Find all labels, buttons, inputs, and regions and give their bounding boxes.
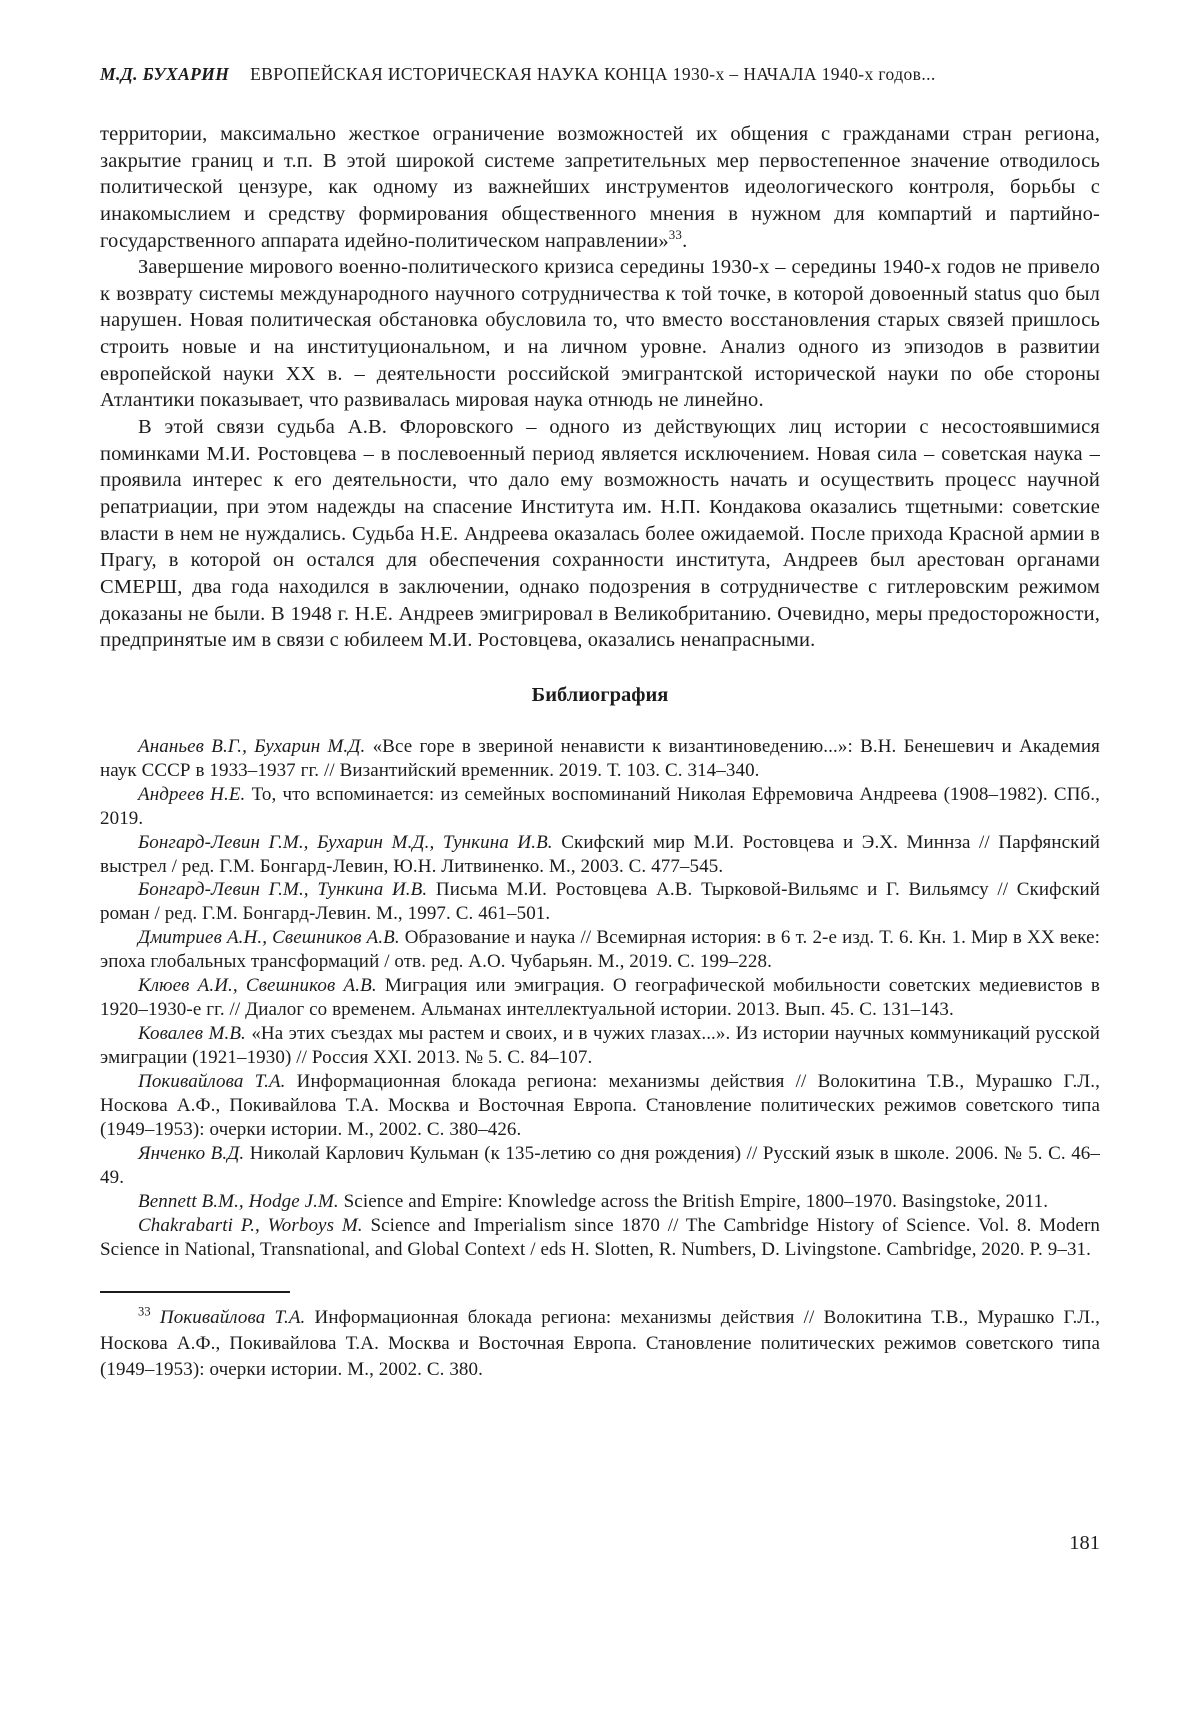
footnote-ref-33: 33 bbox=[668, 226, 683, 242]
bib-entry bbox=[100, 1142, 1100, 1190]
bib-entry bbox=[100, 735, 1100, 783]
paragraph-1-text: территории, максимально жесткое ограничение возможностей их общения с гражданами стран региона, закрытие границ и т.п. В этой широкой системе запретительных мер первостепенное значение отводилось политической цензуре, как одному из важнейших инструментов идеологического контроля, борьбы с инакомыслием и средству формирования общественного мнения в нужном для компартий и партийно-государственного аппарата идейно-политическом направлении» bbox=[100, 123, 1100, 252]
page-number: 181 bbox=[1069, 1532, 1100, 1554]
bib-entry bbox=[100, 831, 1100, 879]
footnote-33 bbox=[100, 1305, 1100, 1382]
paragraph-1 bbox=[100, 121, 1100, 254]
bib-entry-text: Николай Карлович Кульман (к 135-летию со дня рождения) // Русский язык в школе. 2006. № 5. С. 46–49. bbox=[100, 1142, 1100, 1188]
bib-entry-authors: Bennett B.M., Hodge J.M. bbox=[138, 1190, 339, 1212]
bib-entry-authors: Бонгард-Левин Г.М., Тункина И.В. bbox=[138, 879, 428, 901]
bib-entry-authors: Бонгард-Левин Г.М., Бухарин М.Д., Тункина И.В. bbox=[138, 831, 553, 853]
bib-entry bbox=[100, 974, 1100, 1022]
article-body bbox=[100, 121, 1100, 654]
header-article-title: ЕВРОПЕЙСКАЯ ИСТОРИЧЕСКАЯ НАУКА КОНЦА 1930-х – НАЧАЛА 1940-х годов... bbox=[250, 64, 936, 84]
bib-entry-text: Письма М.И. Ростовцева А.В. Тырковой-Вильямс и Г. Вильямсу // Скифский роман / ред. Г.М. Бонгард-Левин. М., 1997. С. 461–501. bbox=[100, 879, 1100, 925]
running-header bbox=[100, 64, 1100, 85]
bib-entry bbox=[100, 783, 1100, 831]
paragraph-3: В этой связи судьба А.В. Флоровского – одного из действующих лиц истории с несостоявшимися поминками М.И. Ростовцева – в послевоенный период является исключением. Новая сила – советская наука – проявила интерес к его деятельности, что дало ему возможность начать и осуществить процесс научной репатриации, при этом надежды на спасение Института им. Н.П. Кондакова оказались тщетными: советские власти в нем не нуждались. Судьба Н.Е. Андреева оказалась более ожидаемой. После прихода Красной армии в Прагу, в которой он остался для обеспечения сохранности института, Андреев был арестован органами СМЕРШ, два года находился в заключении, однако подозрения в сотрудничестве с гитлеровским режимом доказаны не были. В 1948 г. Н.Е. Андреев эмигрировал в Великобританию. Очевидно, меры предосторожности, предпринятые им в связи с юбилеем М.И. Ростовцева, оказались ненапрасными. bbox=[100, 416, 1100, 652]
bib-entry-authors: Дмитриев А.Н., Свешников А.В. bbox=[138, 927, 400, 949]
bib-entry bbox=[100, 878, 1100, 926]
bib-entry-text: Информационная блокада региона: механизмы действия // Волокитина Т.В., Мурашко Г.Л., Носкова А.Ф., Покивайлова Т.А. Москва и Восточная Европа. Становление политических режимов советского типа (1949–1953): очерки истории. М., 2002. С. 380–426. bbox=[100, 1070, 1100, 1140]
footnote-authors: Покивайлова Т.А. bbox=[159, 1307, 306, 1329]
bib-entry-text: «На этих съездах мы растем и своих, и в чужих глазах...». Из истории научных коммуникаций русской эмиграции (1921–1930) // Россия XXI. 2013. № 5. С. 84–107. bbox=[100, 1023, 1100, 1068]
bib-entry-authors: Покивайлова Т.А. bbox=[138, 1070, 286, 1092]
footnote-number: 33 bbox=[138, 1305, 151, 1320]
bibliography-heading: Библиография bbox=[531, 683, 669, 706]
footnote-area bbox=[100, 1291, 1100, 1382]
bib-entry bbox=[100, 926, 1100, 974]
bib-entry-text: Science and Empire: Knowledge across the British Empire, 1800–1970. Basingstoke, 2011. bbox=[338, 1190, 1049, 1212]
bib-entry-authors: Янченко В.Д. bbox=[138, 1142, 245, 1164]
bib-entry-text: То, что вспоминается: из семейных воспоминаний Николая Ефремовича Андреева (1908–1982). СПб., 2019. bbox=[100, 783, 1100, 829]
paragraph-1-tail: . bbox=[682, 229, 688, 252]
bib-entry-authors: Андреев Н.Е. bbox=[138, 783, 246, 805]
bibliography-list bbox=[100, 735, 1100, 1262]
bib-entry bbox=[100, 1070, 1100, 1142]
bib-entry-authors: Chakrabarti P., Worboys M. bbox=[138, 1214, 363, 1236]
bib-entry-authors: Ковалев М.В. bbox=[138, 1023, 246, 1045]
bib-entry bbox=[100, 1190, 1100, 1214]
bib-entry bbox=[100, 1022, 1100, 1070]
bib-entry-text: Скифский мир М.И. Ростовцева и Э.Х. Миннза // Парфянский выстрел / ред. Г.М. Бонгард-Левин, Ю.Н. Литвиненко. М., 2003. С. 477–545. bbox=[100, 831, 1100, 877]
bib-entry bbox=[100, 1214, 1100, 1262]
footnote-text: Информационная блокада региона: механизмы действия // Волокитина Т.В., Мурашко Г.Л., Носкова А.Ф., Покивайлова Т.А. Москва и Восточная Европа. Становление политических режимов советского типа (1949–1953): очерки истории. М., 2002. С. 380. bbox=[100, 1307, 1100, 1380]
paragraph-2: Завершение мирового военно-политического кризиса середины 1930-х – середины 1940-х годов не привело к возврату системы международного научного сотрудничества к той точке, в которой довоенный status quo был нарушен. Новая политическая обстановка обусловила то, что вместо восстановления старых связей пришлось строить новые и на институциональном, и на личном уровне. Анализ одного из эпизодов в развитии европейской науки XX в. – деятельности российской эмигрантской исторической науки по обе стороны Атлантики показывает, что развивалась мировая наука отнюдь не линейно. bbox=[100, 256, 1100, 412]
bib-entry-text: Образование и наука // Всемирная история: в 6 т. 2-е изд. Т. 6. Кн. 1. Мир в XX веке: эпоха глобальных трансформаций / отв. ред. А.О. Чубарьян. М., 2019. С. 199–228. bbox=[100, 927, 1100, 973]
bib-entry-text: Миграция или эмиграция. О географической мобильности советских медиевистов в 1920–1930-е гг. // Диалог со временем. Альманах интеллектуальной истории. 2013. Вып. 45. С. 131–143. bbox=[100, 975, 1100, 1021]
header-author-name: М.Д. БУХАРИН bbox=[100, 64, 230, 84]
bib-entry-authors: Ананьев В.Г., Бухарин М.Д. bbox=[138, 735, 366, 757]
bib-entry-authors: Клюев А.И., Свешников А.В. bbox=[138, 975, 377, 997]
footnote-rule bbox=[100, 1291, 290, 1293]
bib-entry-text: Science and Imperialism since 1870 // The Cambridge History of Science. Vol. 8. Modern Science in National, Transnational, and Global Context / eds H. Slotten, R. Numbers, D. Livingstone. Cambridge, 2020. P. 9–31. bbox=[100, 1214, 1100, 1260]
bib-entry-text: «Все горе в звериной ненависти к византиноведению...»: В.Н. Бенешевич и Академия наук СССР в 1933–1937 гг. // Византийский временник. 2019. Т. 103. С. 314–340. bbox=[100, 735, 1100, 781]
